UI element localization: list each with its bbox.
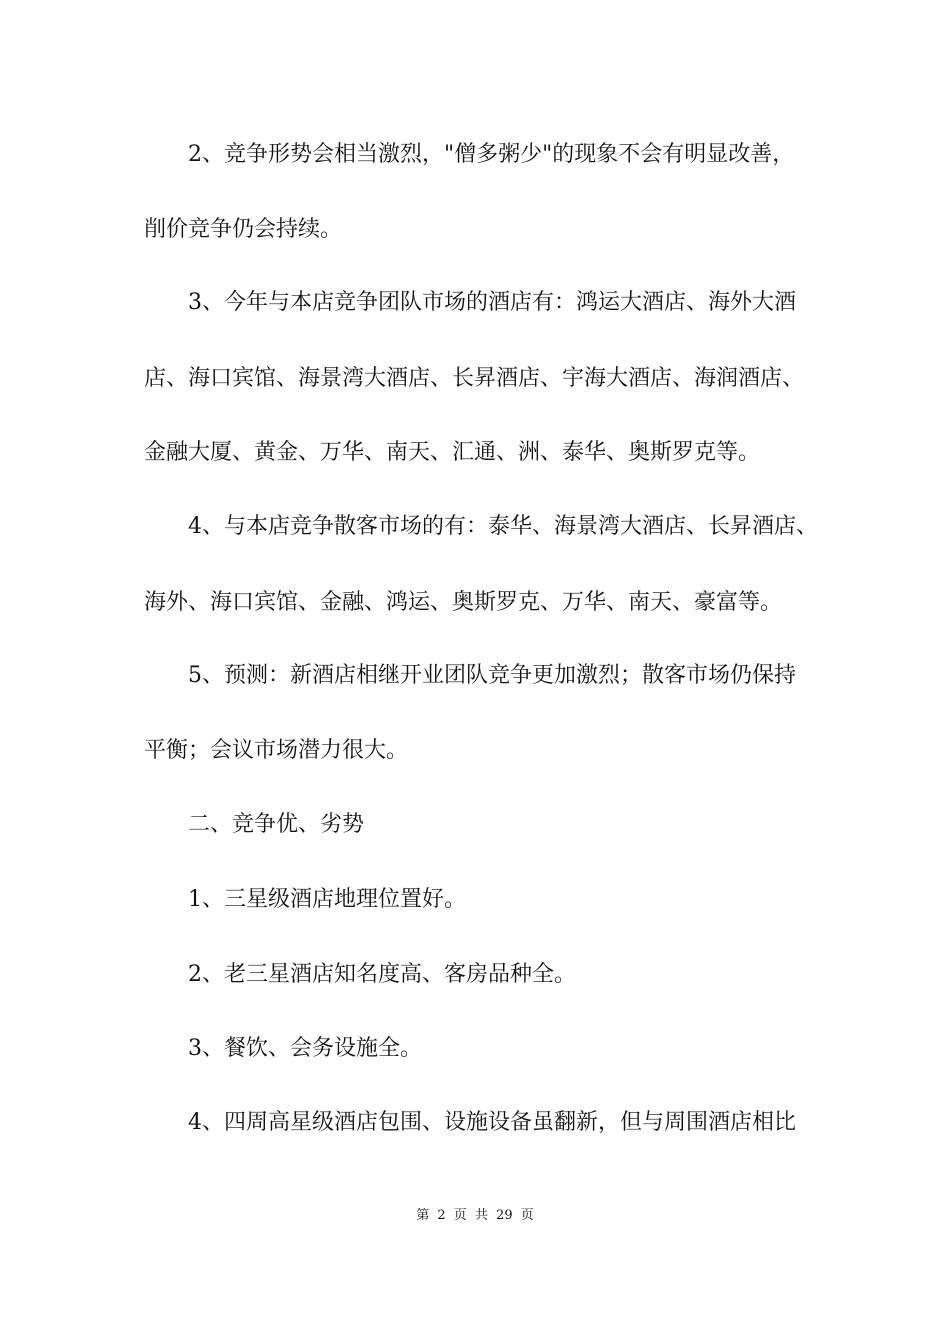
paragraph-line-5: 金融大厦、黄金、万华、南天、汇通、洲、泰华、奥斯罗克等。 <box>144 440 761 465</box>
page-number-footer: 第 2 页 共 29 页 <box>416 1208 534 1223</box>
paragraph-line-4: 店、海口宾馆、海景湾大酒店、长昇酒店、宇海大酒店、海润酒店、 <box>144 366 805 391</box>
paragraph-line-6: 4、与本店竞争散客市场的有：泰华、海景湾大酒店、长昇酒店、 <box>188 514 818 539</box>
paragraph-line-12: 2、老三星酒店知名度高、客房品种全。 <box>188 962 576 987</box>
paragraph-line-2: 削价竞争仍会持续。 <box>144 217 343 242</box>
paragraph-line-1: 2、竞争形势会相当激烈，"僧多粥少"的现象不会有明显改善， <box>188 142 795 167</box>
paragraph-line-11: 1、三星级酒店地理位置好。 <box>188 887 466 912</box>
paragraph-line-9: 平衡；会议市场潜力很大。 <box>144 738 409 763</box>
paragraph-line-7: 海外、海口宾馆、金融、鸿运、奥斯罗克、万华、南天、豪富等。 <box>144 590 783 615</box>
paragraph-line-3: 3、今年与本店竞争团队市场的酒店有：鸿运大酒店、海外大酒 <box>188 290 796 315</box>
section-heading: 二、竞争优、劣势 <box>188 812 365 837</box>
paragraph-line-13: 3、餐饮、会务设施全。 <box>188 1036 422 1061</box>
paragraph-line-14: 4、四周高星级酒店包围、设施设备虽翻新，但与周围酒店相比 <box>188 1110 796 1135</box>
paragraph-line-8: 5、预测：新酒店相继开业团队竞争更加激烈；散客市场仍保持 <box>188 663 796 688</box>
